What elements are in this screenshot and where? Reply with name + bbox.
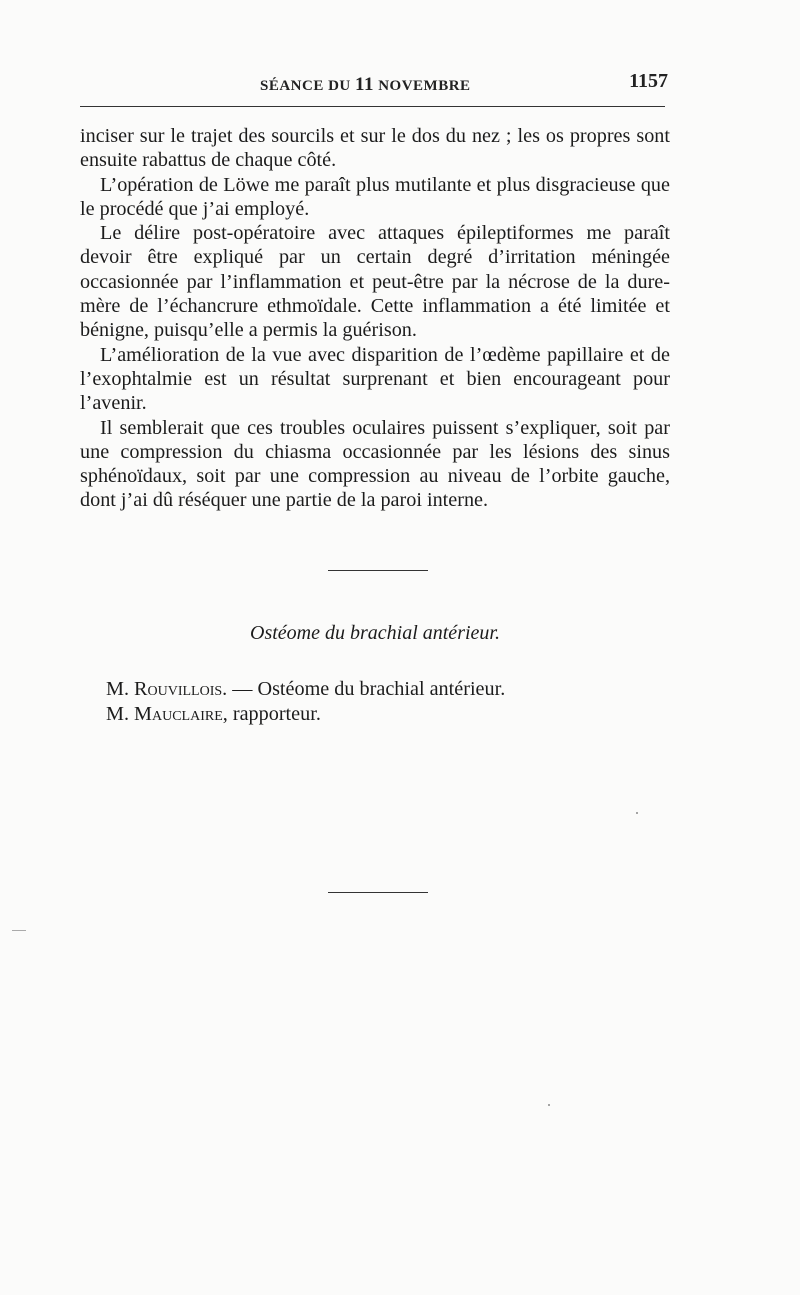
- entry-prefix: M.: [106, 703, 135, 725]
- paragraph-continuation: inciser sur le trajet des sourcils et sur le dos du nez ; les os propres sont ensuite rabattus de chaque côté.: [80, 125, 670, 172]
- paper-speck: [548, 1104, 550, 1106]
- paper-speck: [12, 930, 26, 931]
- paragraph: L’amélioration de la vue avec disparition de l’œdème papillaire et de l’exophtalmie est un résultat surprenant et bien encourageant pour l’avenir.: [80, 343, 670, 415]
- paper-speck: [636, 812, 638, 814]
- paragraph: Il semblerait que ces troubles oculaires puissent s’expliquer, soit par une compression du chiasma occasionnée par les lésions des sinus sphénoïdaux, soit par une compression au niveau de l’orbite gauche, dont j’ai dû réséquer une partie de la paroi interne.: [80, 416, 670, 512]
- running-header: [80, 68, 668, 98]
- entry-author: [106, 678, 505, 701]
- entry-name: Rouvillois: [134, 678, 223, 700]
- section-separator-rule: [328, 570, 428, 571]
- page-number: 1157: [629, 70, 668, 92]
- section-title: Ostéome du brachial antérieur.: [250, 622, 500, 644]
- entry-name: Mauclaire: [134, 703, 223, 725]
- end-separator-rule: [328, 892, 428, 893]
- entry-prefix: M.: [106, 678, 135, 700]
- running-title-part2: NOVEMBRE: [373, 78, 471, 94]
- entry-text: , rapporteur.: [222, 703, 321, 725]
- paragraph: Le délire post-opératoire avec attaques épileptiformes me paraît devoir être expliqué par un certain degré d’irritation méningée occasionnée par l’inflammation et peut-être par la nécrose de la dure-mère de l’échancrure ethmoïdale. Cette inflammation a été limitée et bénigne, puisqu’elle a permis la guérison.: [80, 222, 670, 342]
- paragraph: L’opération de Löwe me paraît plus mutilante et plus disgracieuse que le procédé que j’ai employé.: [80, 173, 670, 220]
- body-text: [80, 124, 670, 513]
- running-title-number: 11: [355, 74, 374, 95]
- running-title: [260, 74, 471, 96]
- entry-rapporteur: [106, 703, 321, 726]
- running-title-part1: SÉANCE DU: [260, 78, 356, 94]
- entry-text: . — Ostéome du brachial antérieur.: [222, 678, 506, 700]
- header-rule: [80, 106, 665, 107]
